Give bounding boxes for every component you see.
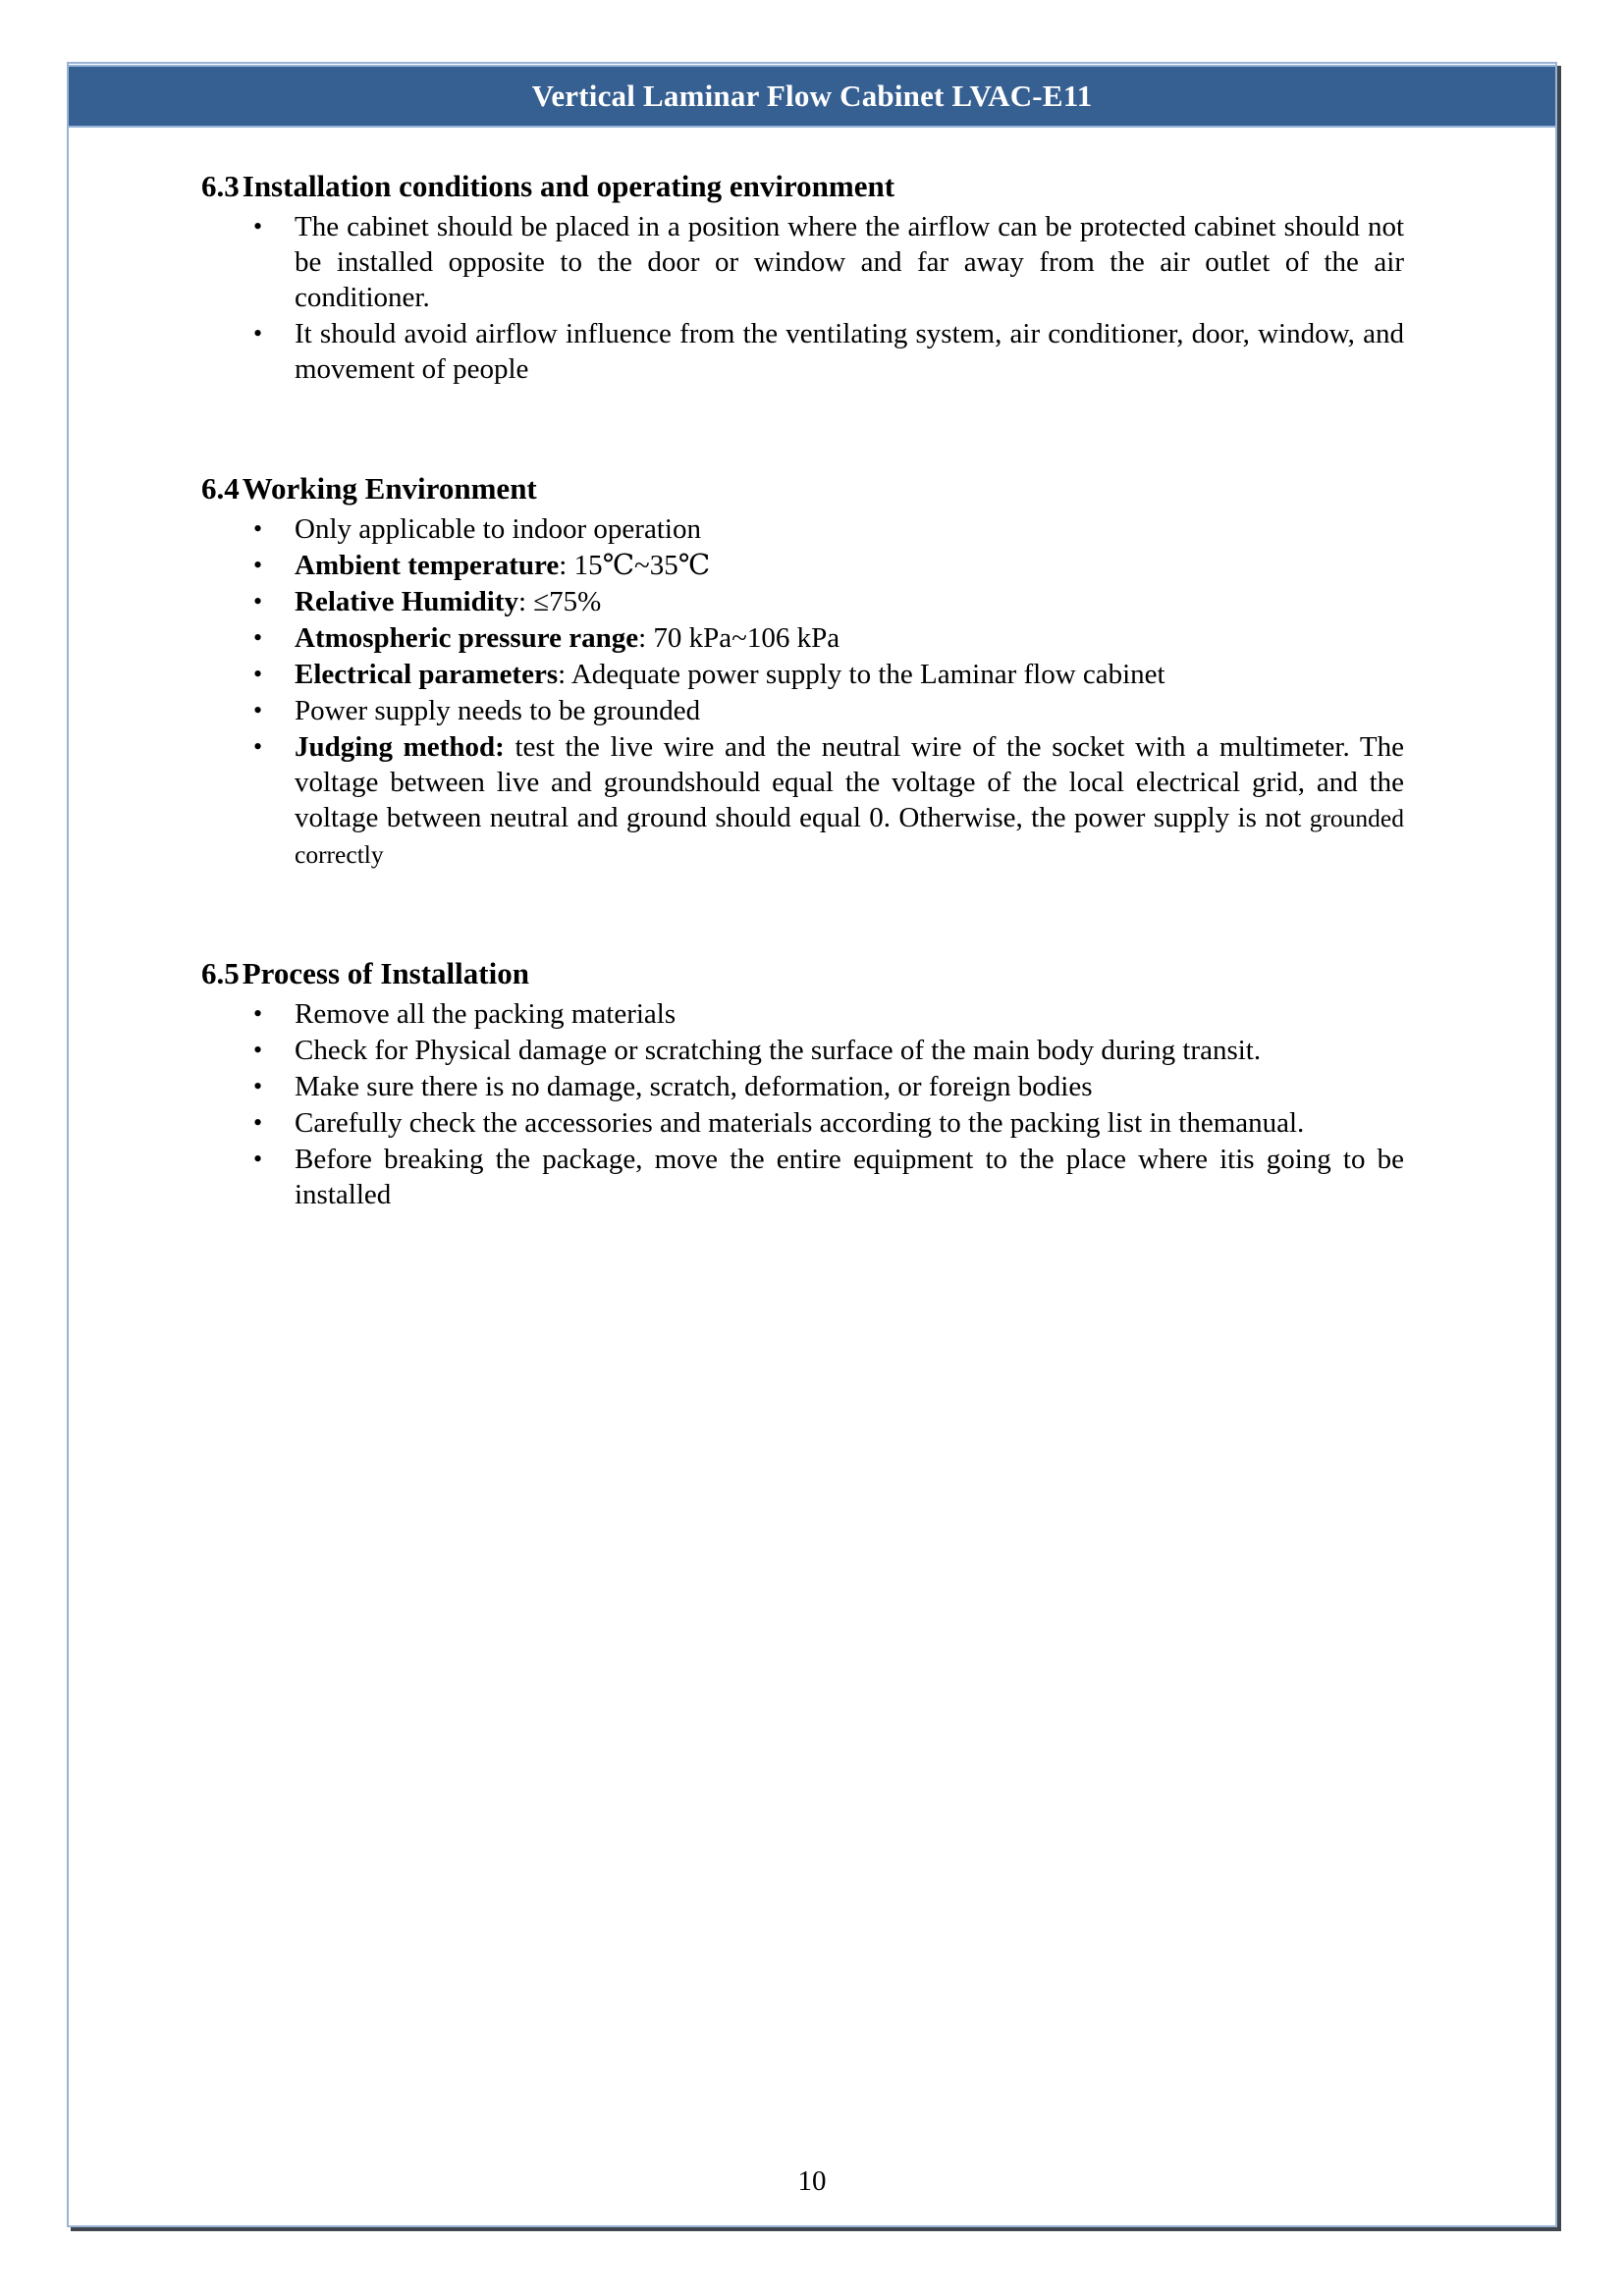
section-title: Working Environment (242, 471, 537, 506)
bullet-text: : 15℃~35℃ (559, 550, 711, 581)
bullet-icon: • (253, 1036, 263, 1064)
bullet-list (201, 996, 1408, 1213)
bullet-icon: • (253, 999, 263, 1028)
bullet-bold-text: Relative Humidity (295, 586, 518, 617)
bullet-bold-text: Ambient temperature (295, 550, 560, 581)
section-heading (201, 955, 1408, 992)
bullet-icon: • (253, 551, 263, 579)
list-item (253, 1033, 1408, 1069)
bullet-bold-text: Judging method: (295, 731, 505, 763)
bullet-list (201, 209, 1408, 388)
bullet-content (295, 316, 1404, 388)
section-number: 6.3 (201, 169, 240, 203)
bullet-icon: • (253, 1072, 263, 1100)
page-title: Vertical Laminar Flow Cabinet LVAC-E11 (531, 79, 1093, 113)
bullet-content (295, 693, 1404, 729)
bullet-text: test the live wire and the neutral wire of the socket with a multimeter. The voltage between live and groundshould equal the voltage of the local electrical grid, and the voltage between neutral and ground should equal 0. Otherwise, the power supply is not (295, 731, 1404, 833)
bullet-icon: • (253, 587, 263, 615)
list-item (253, 693, 1408, 729)
section-number: 6.4 (201, 471, 240, 506)
bullet-icon: • (253, 212, 263, 240)
bullet-text: It should avoid airflow influence from the ventilating system, air conditioner, door, window, and movement of people (295, 318, 1404, 385)
bullet-text: Carefully check the accessories and materials according to the packing list in themanual. (295, 1107, 1305, 1139)
bullet-content (295, 1142, 1404, 1213)
section-title: Process of Installation (242, 956, 529, 990)
section-number: 6.5 (201, 956, 240, 990)
bullet-content (295, 584, 1404, 620)
bullet-content (295, 1105, 1404, 1142)
bullet-text: : Adequate power supply to the Laminar flow cabinet (558, 659, 1165, 690)
bullet-icon: • (253, 732, 263, 761)
bullet-content (295, 996, 1404, 1033)
bullet-text: Power supply needs to be grounded (295, 695, 701, 726)
bullet-text: Check for Physical damage or scratching the surface of the main body during transit. (295, 1035, 1262, 1066)
bullet-icon: • (253, 623, 263, 652)
section-title: Installation conditions and operating environment (242, 169, 895, 203)
bullet-icon: • (253, 1145, 263, 1173)
bullet-icon: • (253, 660, 263, 688)
bullet-content (295, 729, 1404, 873)
list-item (253, 511, 1408, 548)
bullet-icon: • (253, 514, 263, 543)
bullet-list (201, 511, 1408, 873)
header-bar (69, 65, 1555, 128)
section (201, 470, 1408, 873)
list-item (253, 1105, 1408, 1142)
list-item (253, 1142, 1408, 1213)
bullet-content (295, 1069, 1404, 1105)
bullet-bold-text: Electrical parameters (295, 659, 559, 690)
page-number: 10 (797, 2165, 827, 2197)
bullet-small-text: grounded correctly (295, 804, 1404, 869)
bullet-text: Remove all the packing materials (295, 998, 677, 1030)
section-heading (201, 470, 1408, 507)
list-item (253, 548, 1408, 584)
bullet-content (295, 548, 1404, 584)
list-item (253, 729, 1408, 873)
list-item (253, 996, 1408, 1033)
list-item (253, 657, 1408, 693)
bullet-icon: • (253, 319, 263, 347)
list-item (253, 1069, 1408, 1105)
bullet-content (295, 620, 1404, 657)
bullet-bold-text: Atmospheric pressure range (295, 622, 639, 654)
section (201, 168, 1408, 388)
bullet-content (295, 657, 1404, 693)
list-item (253, 620, 1408, 657)
bullet-text: : 70 kPa~106 kPa (638, 622, 840, 654)
bullet-text: : ≤75% (517, 586, 602, 617)
bullet-text: The cabinet should be placed in a position where the airflow can be protected cabinet should not be installed opposite to the door or window and far away from the air outlet of the air conditioner. (295, 211, 1404, 313)
section-heading (201, 168, 1408, 205)
list-item (253, 209, 1408, 316)
bullet-icon: • (253, 696, 263, 724)
bullet-text: Before breaking the package, move the entire equipment to the place where itis going to be installed (295, 1144, 1404, 1210)
page-border-frame (67, 62, 1557, 2227)
bullet-text: Only applicable to indoor operation (295, 513, 701, 545)
bullet-text: Make sure there is no damage, scratch, deformation, or foreign bodies (295, 1071, 1093, 1102)
bullet-content (295, 209, 1404, 316)
section (201, 955, 1408, 1213)
bullet-content (295, 1033, 1404, 1069)
list-item (253, 584, 1408, 620)
bullet-content (295, 511, 1404, 548)
bullet-icon: • (253, 1108, 263, 1137)
document-content (69, 129, 1555, 1213)
list-item (253, 316, 1408, 388)
